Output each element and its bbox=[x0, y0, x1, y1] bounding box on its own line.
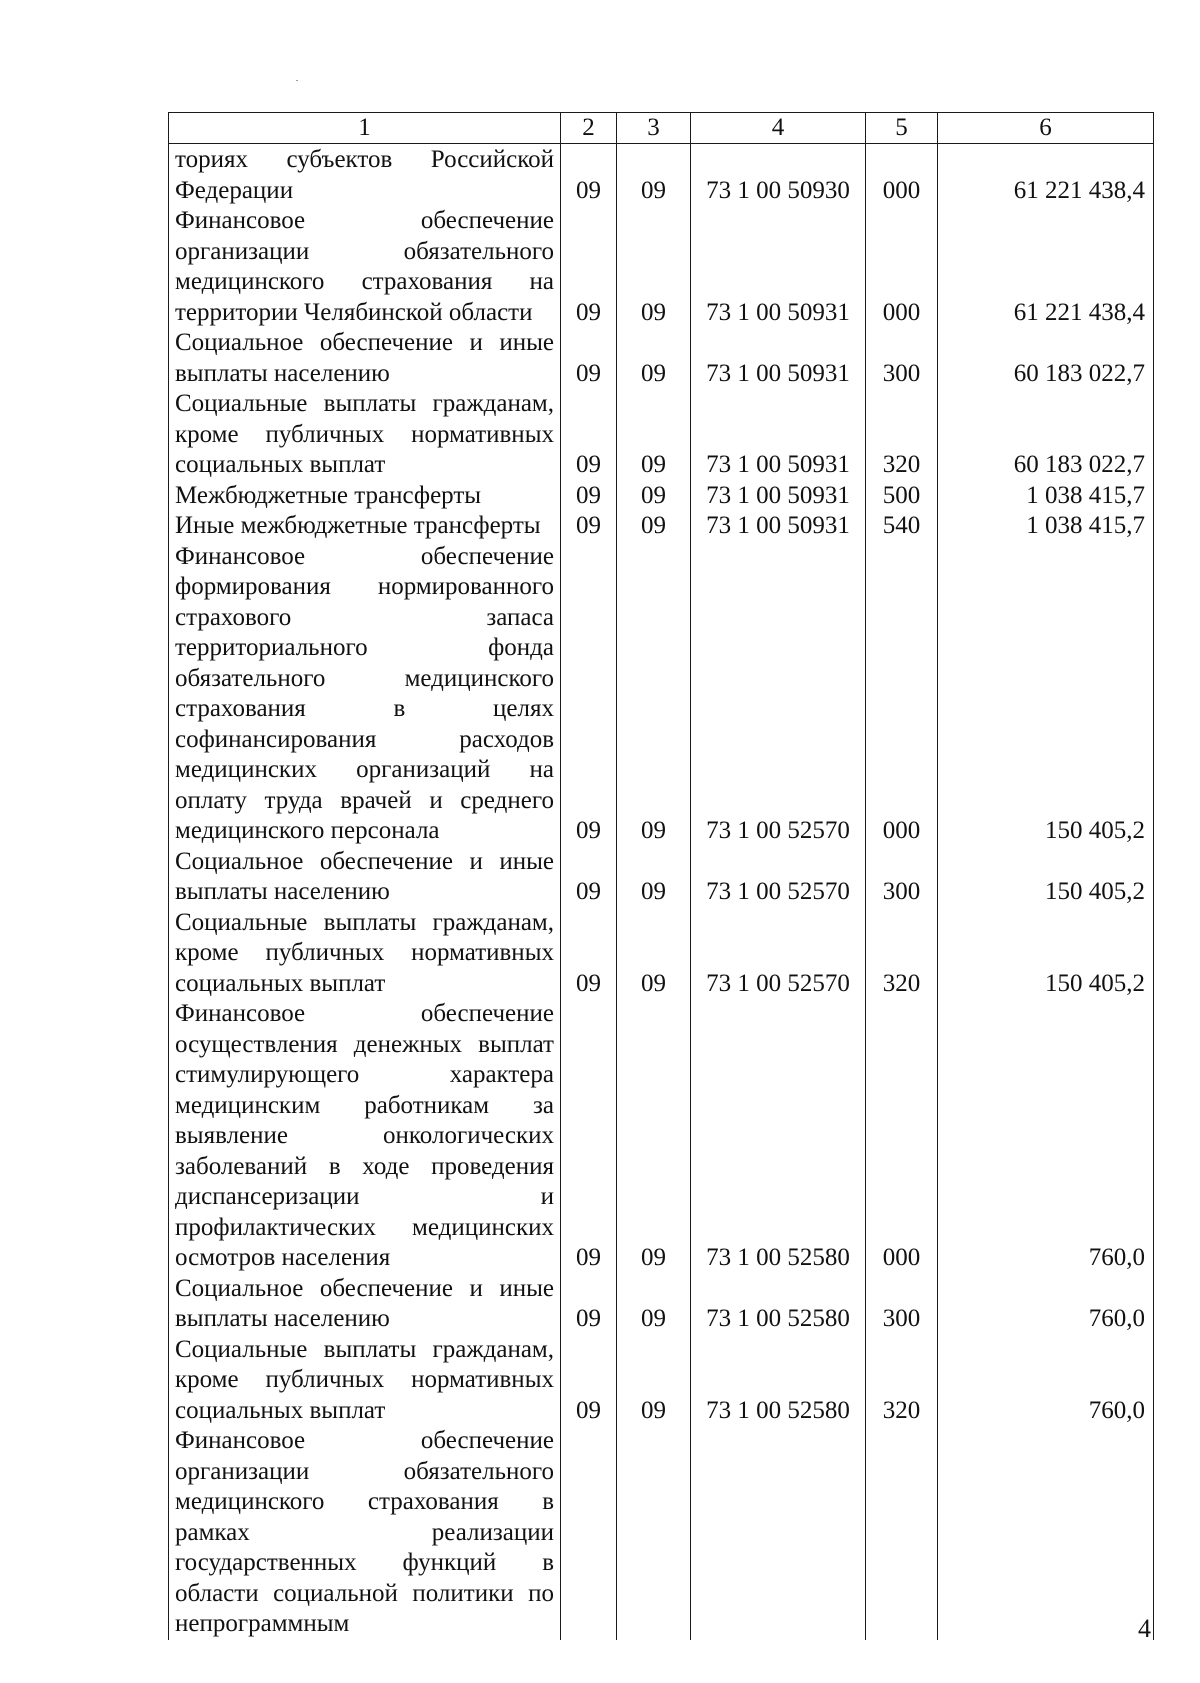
table-row bbox=[169, 1274, 1154, 1335]
row-section: 09 bbox=[561, 481, 617, 512]
row-amount: 150 405,2 bbox=[938, 847, 1154, 908]
table-row bbox=[169, 328, 1154, 389]
row-name: Социальные выплаты гражданам, кроме публичных нормативных социальных выплат bbox=[169, 389, 561, 481]
row-subsection: 09 bbox=[617, 328, 691, 389]
scan-artifact bbox=[296, 80, 298, 81]
row-subsection: 09 bbox=[617, 542, 691, 847]
row-expense-type: 320 bbox=[866, 908, 938, 1000]
table-row bbox=[169, 999, 1154, 1274]
row-target-article: 73 1 00 52570 bbox=[691, 908, 866, 1000]
row-amount bbox=[938, 1426, 1154, 1640]
row-target-article: 73 1 00 50931 bbox=[691, 511, 866, 542]
row-amount: 1 038 415,7 bbox=[938, 511, 1154, 542]
row-target-article: 73 1 00 50931 bbox=[691, 389, 866, 481]
row-section: 09 bbox=[561, 1335, 617, 1427]
column-header-name: 1 bbox=[169, 113, 561, 144]
row-name: Социальные выплаты гражданам, кроме публичных нормативных социальных выплат bbox=[169, 908, 561, 1000]
table-row bbox=[169, 908, 1154, 1000]
row-subsection: 09 bbox=[617, 206, 691, 328]
row-target-article: 73 1 00 50931 bbox=[691, 328, 866, 389]
row-amount: 760,0 bbox=[938, 999, 1154, 1274]
row-expense-type: 500 bbox=[866, 481, 938, 512]
row-name: Финансовое обеспечение организации обязательного медицинского страхования на территории Челябинской области bbox=[169, 206, 561, 328]
row-expense-type: 300 bbox=[866, 328, 938, 389]
table-row bbox=[169, 1426, 1154, 1640]
row-target-article: 73 1 00 52570 bbox=[691, 847, 866, 908]
row-name: Социальное обеспечение и иные выплаты населению bbox=[169, 847, 561, 908]
row-amount: 150 405,2 bbox=[938, 908, 1154, 1000]
row-amount: 60 183 022,7 bbox=[938, 328, 1154, 389]
row-amount: 61 221 438,4 bbox=[938, 206, 1154, 328]
row-amount: 60 183 022,7 bbox=[938, 389, 1154, 481]
row-subsection: 09 bbox=[617, 1274, 691, 1335]
row-section: 09 bbox=[561, 999, 617, 1274]
row-name: Межбюджетные трансферты bbox=[169, 481, 561, 512]
row-amount: 760,0 bbox=[938, 1274, 1154, 1335]
row-target-article: 73 1 00 52570 bbox=[691, 542, 866, 847]
row-subsection: 09 bbox=[617, 847, 691, 908]
row-subsection: 09 bbox=[617, 999, 691, 1274]
column-header-section: 2 bbox=[561, 113, 617, 144]
row-name: Социальное обеспечение и иные выплаты населению bbox=[169, 328, 561, 389]
row-name: Финансовое обеспечение осуществления денежных выплат стимулирующего характера медицинским работникам за выявление онкологических заболеваний в ходе проведения диспансеризации и профилактических медицинских осмотров населения bbox=[169, 999, 561, 1274]
row-amount: 760,0 bbox=[938, 1335, 1154, 1427]
row-expense-type: 540 bbox=[866, 511, 938, 542]
row-section bbox=[561, 1426, 617, 1640]
row-expense-type: 000 bbox=[866, 999, 938, 1274]
row-name: Финансовое обеспечение организации обязательного медицинского страхования в рамках реализации государственных функций в области социальной политики по непрограммным bbox=[169, 1426, 561, 1640]
row-section: 09 bbox=[561, 328, 617, 389]
column-header-expense-type: 5 bbox=[866, 113, 938, 144]
row-section: 09 bbox=[561, 542, 617, 847]
table-row bbox=[169, 481, 1154, 512]
row-name: Финансовое обеспечение формирования нормированного страхового запаса территориального фонда обязательного медицинского страхования в целях софинансирования расходов медицинских организаций на оплату труда врачей и среднего медицинского персонала bbox=[169, 542, 561, 847]
row-subsection: 09 bbox=[617, 144, 691, 207]
row-expense-type: 320 bbox=[866, 1335, 938, 1427]
budget-table bbox=[168, 112, 1154, 1640]
table-row bbox=[169, 389, 1154, 481]
row-target-article: 73 1 00 50931 bbox=[691, 206, 866, 328]
row-expense-type: 300 bbox=[866, 847, 938, 908]
row-expense-type: 000 bbox=[866, 542, 938, 847]
row-subsection: 09 bbox=[617, 389, 691, 481]
row-target-article: 73 1 00 50931 bbox=[691, 481, 866, 512]
row-section: 09 bbox=[561, 511, 617, 542]
row-expense-type: 300 bbox=[866, 1274, 938, 1335]
table-row bbox=[169, 847, 1154, 908]
row-section: 09 bbox=[561, 908, 617, 1000]
row-expense-type: 000 bbox=[866, 144, 938, 207]
table-row bbox=[169, 1335, 1154, 1427]
row-section: 09 bbox=[561, 206, 617, 328]
row-section: 09 bbox=[561, 1274, 617, 1335]
row-amount: 1 038 415,7 bbox=[938, 481, 1154, 512]
column-header-target-article: 4 bbox=[691, 113, 866, 144]
row-expense-type: 000 bbox=[866, 206, 938, 328]
row-subsection: 09 bbox=[617, 511, 691, 542]
row-section: 09 bbox=[561, 389, 617, 481]
row-expense-type: 320 bbox=[866, 389, 938, 481]
row-amount: 150 405,2 bbox=[938, 542, 1154, 847]
table-row bbox=[169, 144, 1154, 207]
row-target-article bbox=[691, 1426, 866, 1640]
table-row bbox=[169, 206, 1154, 328]
table-header-row bbox=[169, 113, 1154, 144]
page-number: 4 bbox=[1138, 1614, 1151, 1643]
row-subsection: 09 bbox=[617, 908, 691, 1000]
row-name: Социальные выплаты гражданам, кроме публичных нормативных социальных выплат bbox=[169, 1335, 561, 1427]
row-subsection: 09 bbox=[617, 1335, 691, 1427]
row-amount: 61 221 438,4 bbox=[938, 144, 1154, 207]
row-section: 09 bbox=[561, 847, 617, 908]
row-target-article: 73 1 00 52580 bbox=[691, 999, 866, 1274]
row-name: Иные межбюджетные трансферты bbox=[169, 511, 561, 542]
row-name: ториях субъектов Российской Федерации bbox=[169, 144, 561, 207]
row-subsection: 09 bbox=[617, 481, 691, 512]
row-expense-type bbox=[866, 1426, 938, 1640]
row-target-article: 73 1 00 52580 bbox=[691, 1274, 866, 1335]
table-row bbox=[169, 511, 1154, 542]
row-subsection bbox=[617, 1426, 691, 1640]
row-target-article: 73 1 00 52580 bbox=[691, 1335, 866, 1427]
row-name: Социальное обеспечение и иные выплаты населению bbox=[169, 1274, 561, 1335]
row-section: 09 bbox=[561, 144, 617, 207]
row-target-article: 73 1 00 50930 bbox=[691, 144, 866, 207]
table-row bbox=[169, 542, 1154, 847]
column-header-subsection: 3 bbox=[617, 113, 691, 144]
column-header-amount: 6 bbox=[938, 113, 1154, 144]
